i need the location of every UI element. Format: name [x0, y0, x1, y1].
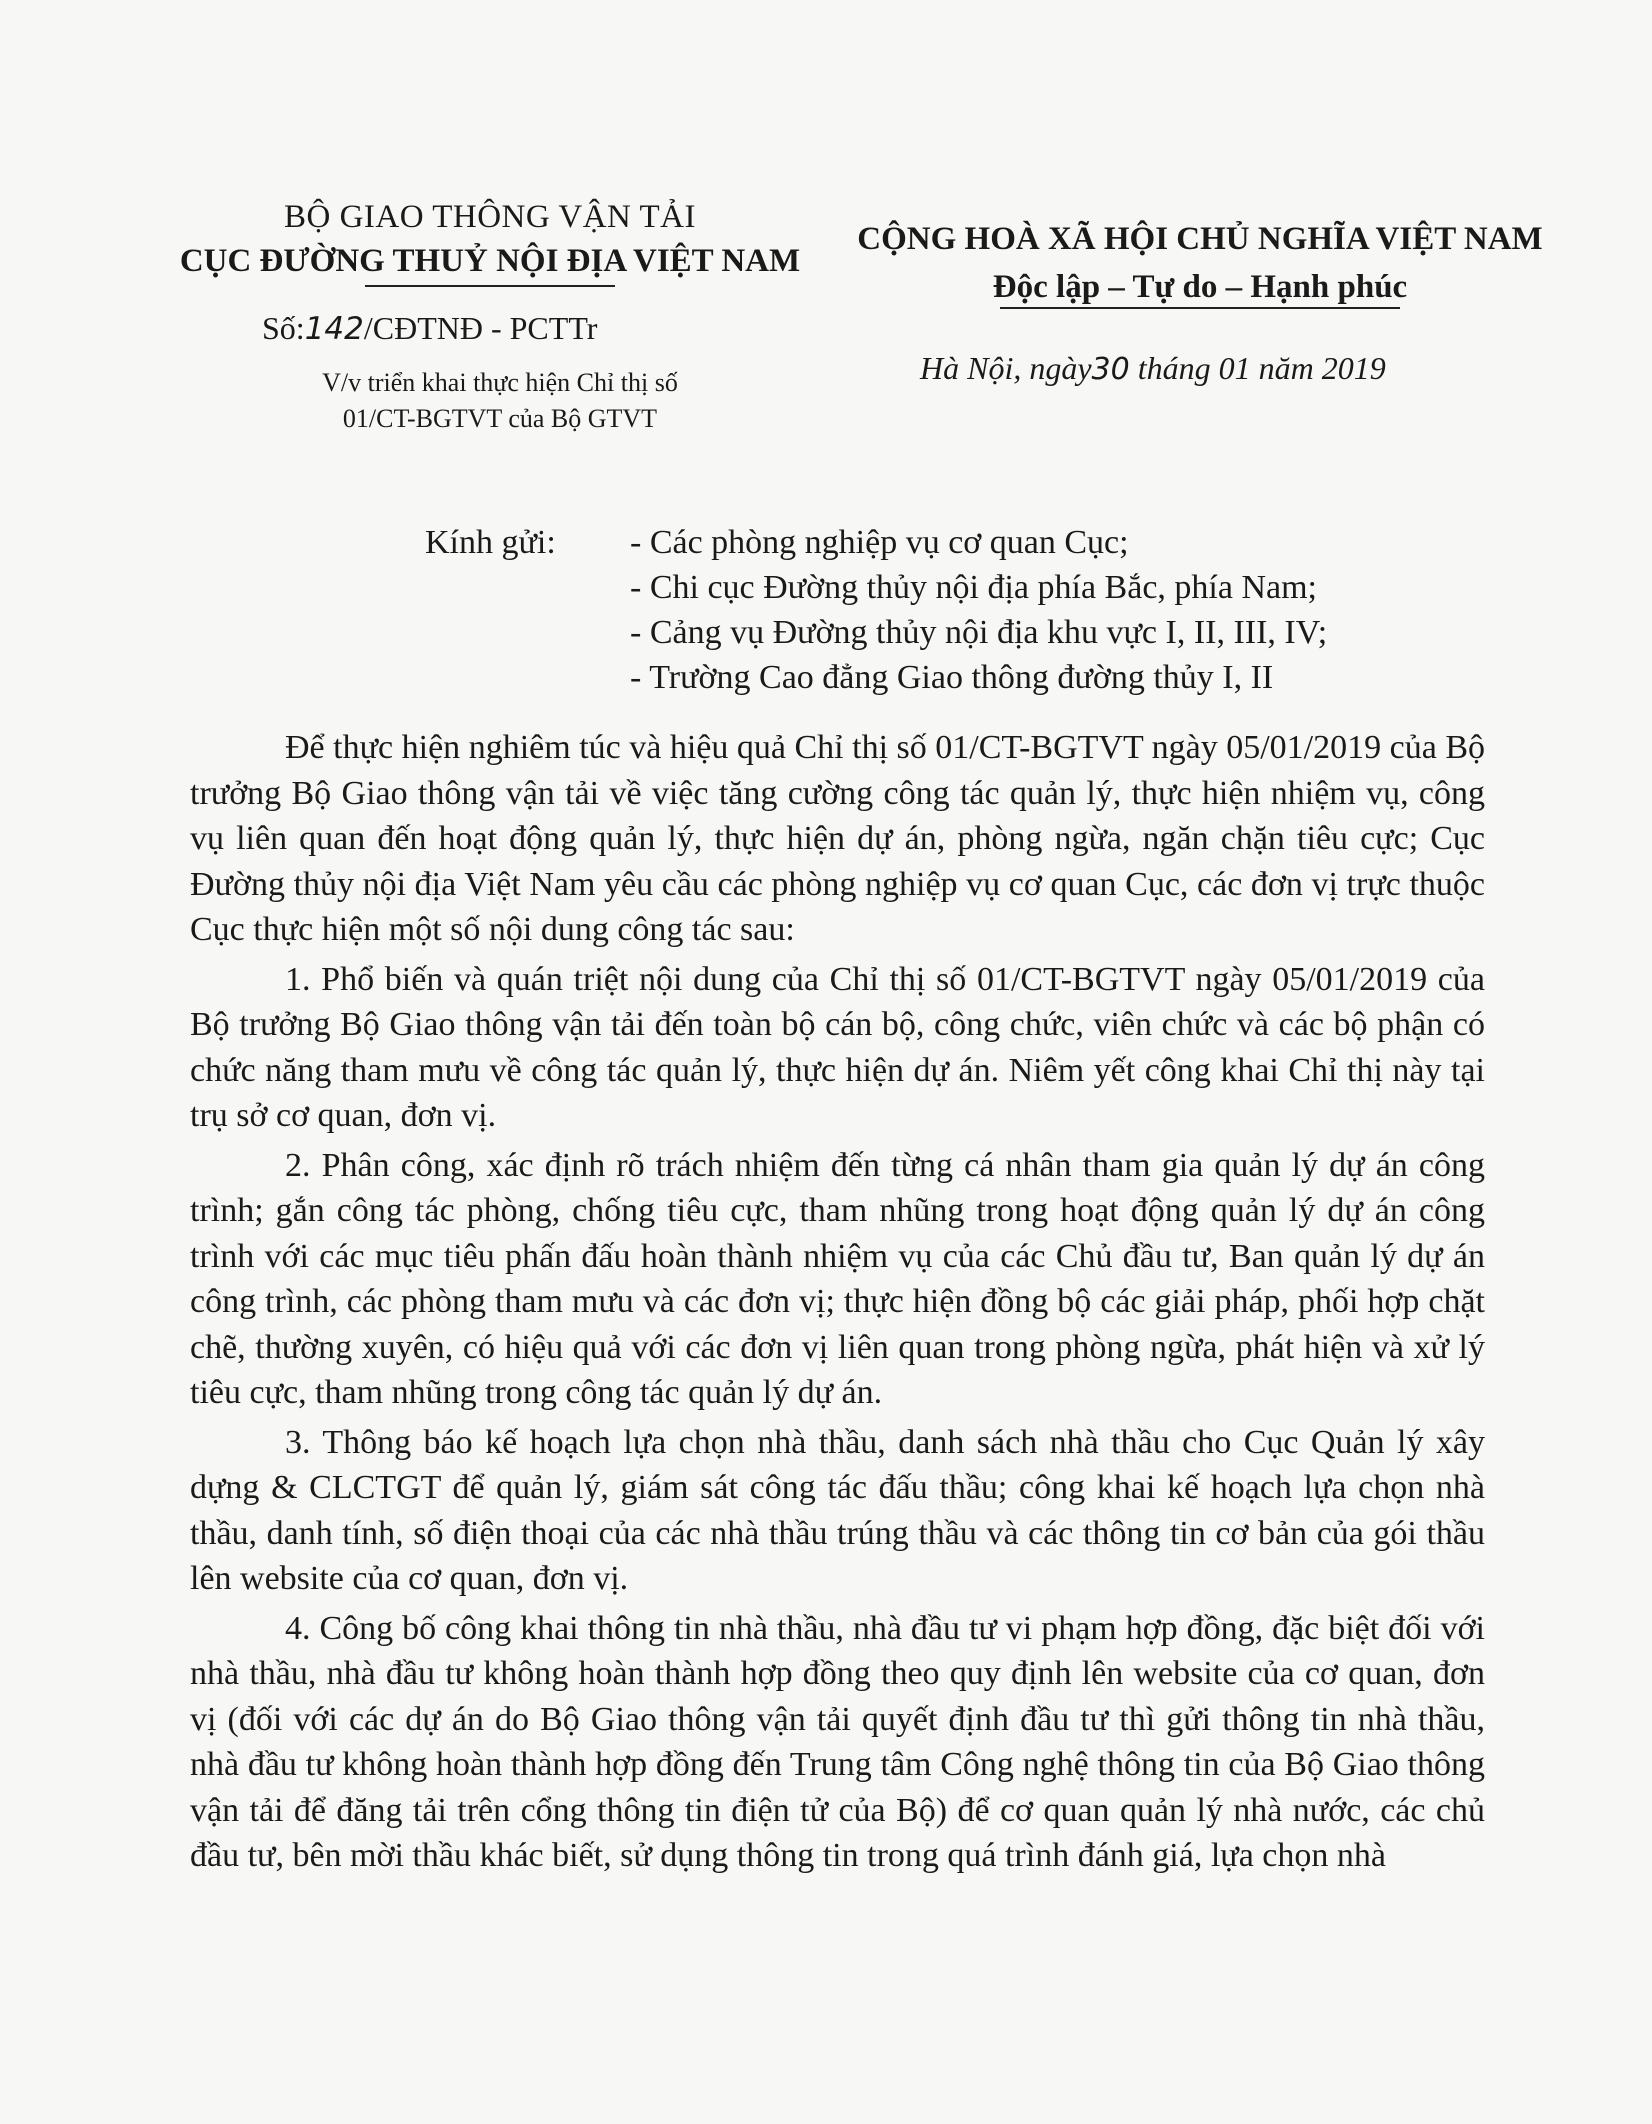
- item-4-paragraph: 4. Công bố công khai thông tin nhà thầu, nhà đầu tư vi phạm hợp đồng, đặc biệt đối với nhà thầu, nhà đầu tư không hoàn thành hợp đồng theo quy định lên website của cơ quan, đơn vị (đối với các dự án do Bộ Giao thông vận tải quyết định đầu tư thì gửi thông tin nhà thầu, nhà đầu tư không hoàn thành hợp đồng đến Trung tâm Công nghệ thông tin của Bộ Giao thông vận tải để đăng tải trên cổng thông tin điện tử của Bộ) để cơ quan quản lý nhà nước, các chủ đầu tư, bên mời thầu khác biết, sử dụng thông tin trong quá trình đánh giá, lựa chọn nhà: [190, 1609, 1485, 1874]
- issuing-agency-block: [150, 195, 830, 287]
- subject-line: 01/CT-BGTVT của Bộ GTVT: [342, 404, 658, 433]
- recipients-list: [630, 520, 1327, 700]
- national-motto: Độc lập – Tự do – Hạnh phúc: [992, 269, 1408, 305]
- item-2-paragraph: 2. Phân công, xác định rõ trách nhiệm đến từng cá nhân tham gia quản lý dự án công trình; gắn công tác phòng, chống tiêu cực, tham nhũng trong hoạt động quản lý dự án công trình với các mục tiêu phấn đấu hoàn thành nhiệm vụ của các Chủ đầu tư, Ban quản lý dự án công trình, các phòng tham mưu và các đơn vị; thực hiện đồng bộ các giải pháp, phối hợp chặt chẽ, thường xuyên, có hiệu quả với các đơn vị liên quan trong phòng ngừa, phát hiện và xử lý tiêu cực, tham nhũng trong công tác quản lý dự án.: [190, 1146, 1485, 1411]
- intro-paragraph: Để thực hiện nghiêm túc và hiệu quả Chỉ thị số 01/CT-BGTVT ngày 05/01/2019 của Bộ trưởng Bộ Giao thông vận tải về việc tăng cường công tác quản lý, thực hiện nhiệm vụ, công vụ liên quan đến hoạt động quản lý, thực hiện dự án, phòng ngừa, ngăn chặn tiêu cực; Cục Đường thủy nội địa Việt Nam yêu cầu các phòng nghiệp vụ cơ quan Cục, các đơn vị trực thuộc Cục thực hiện một số nội dung công tác sau:: [190, 729, 1485, 948]
- item-3-paragraph: 3. Thông báo kế hoạch lựa chọn nhà thầu, danh sách nhà thầu cho Cục Quản lý xây dựng & CLCTGT để quản lý, giám sát công tác đấu thầu; công khai kế hoạch lựa chọn nhà thầu, danh tính, số điện thoại của các nhà thầu trúng thầu và các thông tin cơ bản của gói thầu lên website của cơ quan, đơn vị.: [190, 1423, 1485, 1597]
- national-header-block: [820, 215, 1580, 309]
- document-number-value: 142: [304, 311, 364, 347]
- recipient-item: - Các phòng nghiệp vụ cơ quan Cục;: [630, 524, 1129, 561]
- date-day: 30: [1091, 352, 1130, 387]
- nation-name: CỘNG HOÀ XÃ HỘI CHỦ NGHĨA VIỆT NAM: [857, 221, 1543, 257]
- date-prefix: Hà Nội, ngày: [920, 350, 1092, 386]
- document-body: [190, 725, 1485, 1879]
- document-number: [262, 310, 597, 347]
- document-number-prefix: Số:: [262, 310, 305, 346]
- ministry-name: BỘ GIAO THÔNG VẬN TẢI: [284, 199, 696, 235]
- subject-line: V/v triển khai thực hiện Chỉ thị số: [322, 368, 678, 397]
- recipient-item: - Trường Cao đẳng Giao thông đường thủy I, II: [630, 659, 1274, 696]
- recipient-item: - Chi cục Đường thủy nội địa phía Bắc, phía Nam;: [630, 569, 1317, 606]
- document-subject: [250, 365, 750, 437]
- document-number-suffix: /CĐTNĐ - PCTTr: [363, 310, 598, 346]
- recipient-item: - Cảng vụ Đường thủy nội địa khu vực I, II, III, IV;: [630, 614, 1328, 651]
- recipients-label: Kính gửi:: [425, 524, 556, 561]
- date-suffix: tháng 01 năm 2019: [1137, 350, 1386, 386]
- item-1-paragraph: 1. Phổ biến và quán triệt nội dung của Chỉ thị số 01/CT-BGTVT ngày 05/01/2019 của Bộ trưởng Bộ Giao thông vận tải đến toàn bộ cán bộ, công chức, viên chức và các bộ phận có chức năng tham mưu về công tác quản lý, thực hiện dự án. Niêm yết công khai Chỉ thị này tại trụ sở cơ quan, đơn vị.: [190, 960, 1485, 1134]
- agency-name: CỤC ĐƯỜNG THUỶ NỘI ĐỊA VIỆT NAM: [179, 243, 801, 279]
- agency-underline: [365, 285, 615, 287]
- place-and-date: [920, 350, 1386, 387]
